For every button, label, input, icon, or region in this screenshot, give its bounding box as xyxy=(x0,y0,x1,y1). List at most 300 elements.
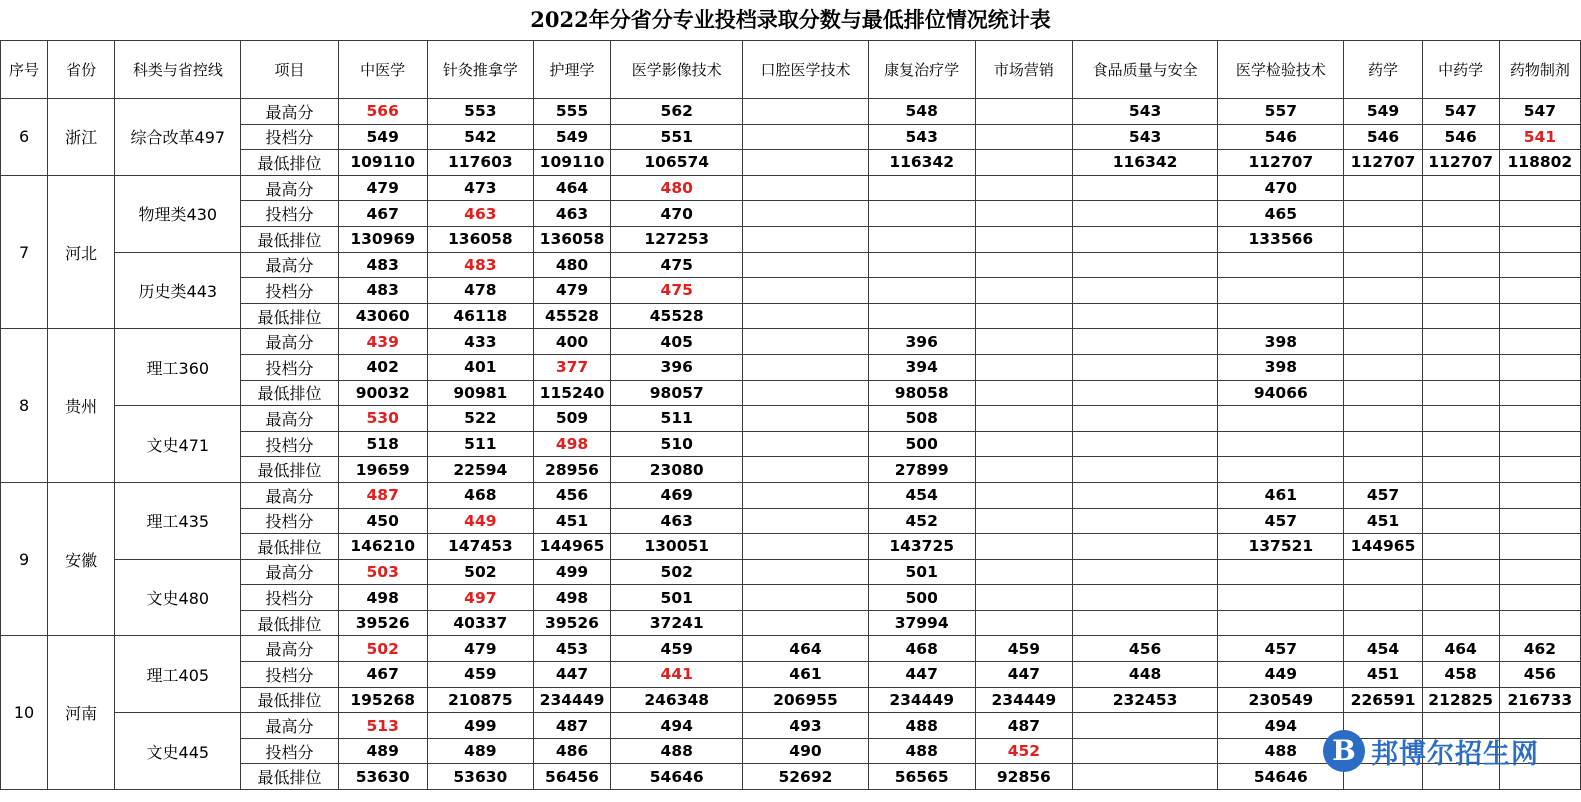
value-cell xyxy=(975,508,1072,534)
value-cell: 448 xyxy=(1072,662,1217,688)
value-cell xyxy=(975,124,1072,150)
value-cell: 396 xyxy=(868,329,975,355)
value-cell: 452 xyxy=(868,508,975,534)
value-cell: 500 xyxy=(868,431,975,457)
value-cell xyxy=(743,201,868,227)
value-cell: 447 xyxy=(975,662,1072,688)
value-cell: 56456 xyxy=(533,764,610,790)
value-cell xyxy=(743,124,868,150)
value-cell xyxy=(1499,278,1580,304)
value-cell xyxy=(1499,431,1580,457)
value-cell xyxy=(975,431,1072,457)
value-cell: 136058 xyxy=(427,226,533,252)
value-cell: 543 xyxy=(1072,124,1217,150)
value-cell xyxy=(975,380,1072,406)
item-cell: 最高分 xyxy=(241,175,338,201)
value-cell xyxy=(1499,508,1580,534)
value-cell: 468 xyxy=(868,636,975,662)
value-cell xyxy=(1344,431,1422,457)
value-cell: 212825 xyxy=(1422,687,1499,713)
value-cell xyxy=(975,226,1072,252)
value-cell xyxy=(975,99,1072,125)
value-cell: 478 xyxy=(427,278,533,304)
value-cell: 195268 xyxy=(338,687,427,713)
province-cell: 河北 xyxy=(48,175,115,329)
category-cell: 文史480 xyxy=(115,559,241,636)
header-row xyxy=(1,41,1581,99)
category-cell: 理工405 xyxy=(115,636,241,713)
item-cell: 最低排位 xyxy=(241,303,338,329)
value-cell xyxy=(743,99,868,125)
table-row xyxy=(1,175,1581,201)
value-cell: 511 xyxy=(427,431,533,457)
item-cell: 最高分 xyxy=(241,406,338,432)
value-cell: 493 xyxy=(743,713,868,739)
value-cell: 461 xyxy=(1218,482,1344,508)
table-row xyxy=(1,482,1581,508)
value-cell: 557 xyxy=(1218,99,1344,125)
value-cell: 456 xyxy=(533,482,610,508)
value-cell: 487 xyxy=(975,713,1072,739)
value-cell: 562 xyxy=(611,99,743,125)
value-cell xyxy=(743,406,868,432)
value-cell xyxy=(868,175,975,201)
seq-cell: 6 xyxy=(1,99,48,176)
value-cell xyxy=(1422,252,1499,278)
value-cell: 483 xyxy=(427,252,533,278)
value-cell: 547 xyxy=(1499,99,1580,125)
value-cell xyxy=(1072,380,1217,406)
value-cell: 130969 xyxy=(338,226,427,252)
value-cell: 53630 xyxy=(427,764,533,790)
item-cell: 最低排位 xyxy=(241,764,338,790)
seq-cell: 9 xyxy=(1,482,48,636)
value-cell: 98057 xyxy=(611,380,743,406)
item-cell: 投档分 xyxy=(241,431,338,457)
value-cell: 210875 xyxy=(427,687,533,713)
value-cell: 468 xyxy=(427,482,533,508)
value-cell xyxy=(743,457,868,483)
value-cell: 457 xyxy=(1218,508,1344,534)
value-cell: 498 xyxy=(533,585,610,611)
value-cell xyxy=(1422,201,1499,227)
value-cell: 464 xyxy=(533,175,610,201)
value-cell xyxy=(743,534,868,560)
column-header: 项目 xyxy=(241,41,338,99)
value-cell: 116342 xyxy=(868,150,975,176)
value-cell: 453 xyxy=(533,636,610,662)
value-cell: 450 xyxy=(338,508,427,534)
value-cell: 518 xyxy=(338,431,427,457)
value-cell: 522 xyxy=(427,406,533,432)
item-cell: 最低排位 xyxy=(241,380,338,406)
value-cell: 398 xyxy=(1218,354,1344,380)
category-cell: 物理类430 xyxy=(115,175,241,252)
value-cell xyxy=(975,278,1072,304)
column-header: 药物制剂 xyxy=(1499,41,1580,99)
value-cell xyxy=(1344,226,1422,252)
value-cell: 115240 xyxy=(533,380,610,406)
value-cell xyxy=(1072,406,1217,432)
value-cell xyxy=(1072,226,1217,252)
value-cell xyxy=(1344,354,1422,380)
value-cell xyxy=(1344,559,1422,585)
column-header: 中药学 xyxy=(1422,41,1499,99)
value-cell: 439 xyxy=(338,329,427,355)
value-cell: 90981 xyxy=(427,380,533,406)
value-cell xyxy=(743,278,868,304)
value-cell xyxy=(1072,354,1217,380)
value-cell xyxy=(743,380,868,406)
column-header: 针灸推拿学 xyxy=(427,41,533,99)
value-cell: 546 xyxy=(1422,124,1499,150)
value-cell: 511 xyxy=(611,406,743,432)
score-table xyxy=(0,40,1581,790)
value-cell: 543 xyxy=(1072,99,1217,125)
value-cell xyxy=(743,329,868,355)
value-cell xyxy=(1422,406,1499,432)
value-cell xyxy=(1218,610,1344,636)
value-cell xyxy=(1344,201,1422,227)
value-cell: 458 xyxy=(1422,662,1499,688)
value-cell: 112707 xyxy=(1344,150,1422,176)
value-cell: 451 xyxy=(533,508,610,534)
value-cell: 467 xyxy=(338,662,427,688)
value-cell: 489 xyxy=(427,738,533,764)
value-cell xyxy=(1072,201,1217,227)
value-cell xyxy=(1072,738,1217,764)
column-header: 市场营销 xyxy=(975,41,1072,99)
value-cell: 543 xyxy=(868,124,975,150)
item-cell: 最高分 xyxy=(241,482,338,508)
value-cell: 510 xyxy=(611,431,743,457)
value-cell: 499 xyxy=(427,713,533,739)
value-cell xyxy=(1072,175,1217,201)
value-cell: 488 xyxy=(1218,738,1344,764)
value-cell: 470 xyxy=(1218,175,1344,201)
value-cell xyxy=(1422,534,1499,560)
value-cell xyxy=(1499,175,1580,201)
value-cell xyxy=(1072,559,1217,585)
value-cell: 551 xyxy=(611,124,743,150)
value-cell xyxy=(743,252,868,278)
value-cell: 464 xyxy=(1422,636,1499,662)
table-row xyxy=(1,636,1581,662)
value-cell: 116342 xyxy=(1072,150,1217,176)
value-cell xyxy=(975,303,1072,329)
value-cell xyxy=(975,406,1072,432)
value-cell xyxy=(743,431,868,457)
value-cell: 454 xyxy=(868,482,975,508)
column-header: 中医学 xyxy=(338,41,427,99)
value-cell: 449 xyxy=(427,508,533,534)
value-cell xyxy=(868,226,975,252)
value-cell xyxy=(975,610,1072,636)
value-cell: 502 xyxy=(427,559,533,585)
value-cell: 54646 xyxy=(1218,764,1344,790)
value-cell xyxy=(868,252,975,278)
value-cell xyxy=(1422,457,1499,483)
value-cell: 98058 xyxy=(868,380,975,406)
value-cell xyxy=(1344,303,1422,329)
value-cell: 146210 xyxy=(338,534,427,560)
value-cell xyxy=(1499,252,1580,278)
value-cell xyxy=(1218,585,1344,611)
table-row xyxy=(1,406,1581,432)
value-cell: 147453 xyxy=(427,534,533,560)
value-cell: 226591 xyxy=(1344,687,1422,713)
value-cell xyxy=(1422,559,1499,585)
value-cell xyxy=(868,278,975,304)
value-cell: 498 xyxy=(338,585,427,611)
province-cell: 河南 xyxy=(48,636,115,790)
value-cell: 54646 xyxy=(611,764,743,790)
value-cell: 462 xyxy=(1499,636,1580,662)
value-cell: 497 xyxy=(427,585,533,611)
value-cell: 494 xyxy=(611,713,743,739)
column-header: 药学 xyxy=(1344,41,1422,99)
value-cell: 553 xyxy=(427,99,533,125)
value-cell: 144965 xyxy=(1344,534,1422,560)
value-cell: 39526 xyxy=(533,610,610,636)
value-cell: 475 xyxy=(611,252,743,278)
value-cell xyxy=(743,150,868,176)
value-cell: 109110 xyxy=(533,150,610,176)
value-cell: 463 xyxy=(533,201,610,227)
value-cell: 549 xyxy=(1344,99,1422,125)
value-cell: 246348 xyxy=(611,687,743,713)
value-cell: 127253 xyxy=(611,226,743,252)
value-cell xyxy=(1072,610,1217,636)
value-cell: 457 xyxy=(1344,482,1422,508)
value-cell: 566 xyxy=(338,99,427,125)
value-cell xyxy=(1422,226,1499,252)
value-cell xyxy=(1499,585,1580,611)
value-cell xyxy=(1344,585,1422,611)
value-cell: 456 xyxy=(1499,662,1580,688)
value-cell: 489 xyxy=(338,738,427,764)
value-cell xyxy=(1072,764,1217,790)
value-cell: 490 xyxy=(743,738,868,764)
item-cell: 最高分 xyxy=(241,252,338,278)
value-cell xyxy=(743,175,868,201)
item-cell: 最高分 xyxy=(241,99,338,125)
value-cell xyxy=(1499,457,1580,483)
value-cell: 501 xyxy=(868,559,975,585)
value-cell xyxy=(1344,175,1422,201)
value-cell: 106574 xyxy=(611,150,743,176)
category-cell: 历史类443 xyxy=(115,252,241,329)
value-cell: 502 xyxy=(338,636,427,662)
value-cell: 133566 xyxy=(1218,226,1344,252)
value-cell xyxy=(1422,585,1499,611)
value-cell xyxy=(1072,482,1217,508)
value-cell: 546 xyxy=(1344,124,1422,150)
value-cell: 109110 xyxy=(338,150,427,176)
category-cell: 文史445 xyxy=(115,713,241,790)
value-cell: 401 xyxy=(427,354,533,380)
value-cell: 473 xyxy=(427,175,533,201)
value-cell xyxy=(1218,559,1344,585)
item-cell: 最低排位 xyxy=(241,150,338,176)
value-cell xyxy=(1218,252,1344,278)
value-cell xyxy=(868,201,975,227)
value-cell xyxy=(975,150,1072,176)
value-cell: 398 xyxy=(1218,329,1344,355)
item-cell: 投档分 xyxy=(241,662,338,688)
value-cell xyxy=(743,508,868,534)
value-cell: 483 xyxy=(338,278,427,304)
value-cell xyxy=(1422,303,1499,329)
value-cell xyxy=(743,303,868,329)
item-cell: 最高分 xyxy=(241,713,338,739)
province-cell: 贵州 xyxy=(48,329,115,483)
column-header: 口腔医学技术 xyxy=(743,41,868,99)
value-cell: 90032 xyxy=(338,380,427,406)
value-cell: 487 xyxy=(338,482,427,508)
item-cell: 投档分 xyxy=(241,585,338,611)
value-cell: 112707 xyxy=(1422,150,1499,176)
value-cell xyxy=(1499,610,1580,636)
value-cell xyxy=(743,585,868,611)
value-cell xyxy=(975,559,1072,585)
value-cell: 37994 xyxy=(868,610,975,636)
value-cell xyxy=(1344,380,1422,406)
value-cell xyxy=(1422,508,1499,534)
value-cell: 500 xyxy=(868,585,975,611)
column-header: 护理学 xyxy=(533,41,610,99)
value-cell xyxy=(975,175,1072,201)
item-cell: 投档分 xyxy=(241,278,338,304)
value-cell xyxy=(975,354,1072,380)
value-cell xyxy=(1072,585,1217,611)
column-header: 食品质量与安全 xyxy=(1072,41,1217,99)
item-cell: 最高分 xyxy=(241,559,338,585)
value-cell: 136058 xyxy=(533,226,610,252)
value-cell: 459 xyxy=(611,636,743,662)
value-cell xyxy=(975,252,1072,278)
value-cell: 509 xyxy=(533,406,610,432)
value-cell: 37241 xyxy=(611,610,743,636)
value-cell xyxy=(1422,380,1499,406)
value-cell: 112707 xyxy=(1218,150,1344,176)
value-cell: 470 xyxy=(611,201,743,227)
value-cell xyxy=(1072,431,1217,457)
value-cell xyxy=(743,482,868,508)
value-cell: 498 xyxy=(533,431,610,457)
value-cell xyxy=(1344,406,1422,432)
value-cell: 454 xyxy=(1344,636,1422,662)
table-row xyxy=(1,329,1581,355)
value-cell xyxy=(743,610,868,636)
item-cell: 最高分 xyxy=(241,329,338,355)
value-cell: 475 xyxy=(611,278,743,304)
value-cell: 530 xyxy=(338,406,427,432)
category-cell: 文史471 xyxy=(115,406,241,483)
value-cell xyxy=(975,534,1072,560)
value-cell: 457 xyxy=(1218,636,1344,662)
item-cell: 最低排位 xyxy=(241,226,338,252)
value-cell: 508 xyxy=(868,406,975,432)
value-cell xyxy=(1422,354,1499,380)
value-cell: 52692 xyxy=(743,764,868,790)
item-cell: 最低排位 xyxy=(241,457,338,483)
value-cell xyxy=(1344,252,1422,278)
value-cell xyxy=(1499,303,1580,329)
value-cell xyxy=(1072,329,1217,355)
value-cell: 118802 xyxy=(1499,150,1580,176)
value-cell xyxy=(1218,457,1344,483)
value-cell: 19659 xyxy=(338,457,427,483)
value-cell xyxy=(1422,431,1499,457)
watermark-logo-icon: B xyxy=(1323,730,1365,772)
value-cell xyxy=(1499,354,1580,380)
value-cell: 502 xyxy=(611,559,743,585)
value-cell: 405 xyxy=(611,329,743,355)
seq-cell: 7 xyxy=(1,175,48,329)
value-cell: 396 xyxy=(611,354,743,380)
value-cell: 459 xyxy=(975,636,1072,662)
value-cell: 28956 xyxy=(533,457,610,483)
watermark xyxy=(1323,727,1573,775)
value-cell: 40337 xyxy=(427,610,533,636)
value-cell xyxy=(1422,175,1499,201)
value-cell: 494 xyxy=(1218,713,1344,739)
value-cell: 216733 xyxy=(1499,687,1580,713)
item-cell: 投档分 xyxy=(241,124,338,150)
value-cell xyxy=(1499,482,1580,508)
value-cell: 479 xyxy=(338,175,427,201)
value-cell: 461 xyxy=(743,662,868,688)
value-cell: 27899 xyxy=(868,457,975,483)
value-cell xyxy=(975,585,1072,611)
value-cell: 480 xyxy=(611,175,743,201)
value-cell: 56565 xyxy=(868,764,975,790)
value-cell xyxy=(1072,534,1217,560)
value-cell: 488 xyxy=(868,713,975,739)
province-cell: 安徽 xyxy=(48,482,115,636)
value-cell: 144965 xyxy=(533,534,610,560)
value-cell: 400 xyxy=(533,329,610,355)
value-cell: 463 xyxy=(611,508,743,534)
value-cell xyxy=(1499,329,1580,355)
value-cell xyxy=(975,457,1072,483)
watermark-text: 邦博尔招生网 xyxy=(1371,738,1539,770)
value-cell xyxy=(975,201,1072,227)
province-cell: 浙江 xyxy=(48,99,115,176)
value-cell: 45528 xyxy=(611,303,743,329)
value-cell xyxy=(1499,559,1580,585)
column-header: 康复治疗学 xyxy=(868,41,975,99)
value-cell xyxy=(1072,252,1217,278)
value-cell xyxy=(1072,278,1217,304)
item-cell: 最低排位 xyxy=(241,534,338,560)
value-cell: 433 xyxy=(427,329,533,355)
value-cell: 555 xyxy=(533,99,610,125)
value-cell xyxy=(1344,610,1422,636)
value-cell: 447 xyxy=(868,662,975,688)
column-header: 医学影像技术 xyxy=(611,41,743,99)
item-cell: 最低排位 xyxy=(241,610,338,636)
value-cell: 499 xyxy=(533,559,610,585)
value-cell xyxy=(1499,380,1580,406)
item-cell: 投档分 xyxy=(241,354,338,380)
column-header: 医学检验技术 xyxy=(1218,41,1344,99)
value-cell: 230549 xyxy=(1218,687,1344,713)
table-row xyxy=(1,559,1581,585)
value-cell: 447 xyxy=(533,662,610,688)
value-cell: 541 xyxy=(1499,124,1580,150)
